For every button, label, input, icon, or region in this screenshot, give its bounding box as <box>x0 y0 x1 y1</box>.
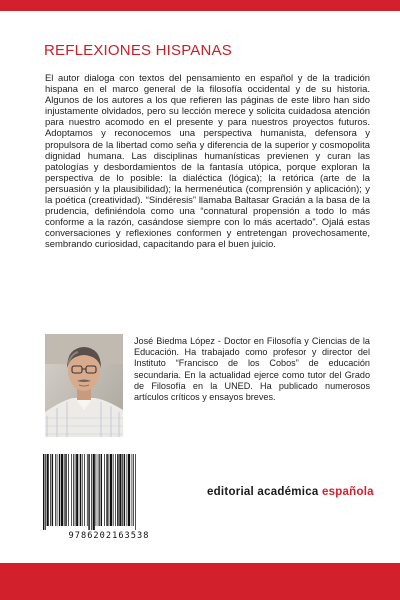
barcode-bar <box>80 454 81 526</box>
barcode-bar <box>88 454 89 530</box>
barcode-bar <box>71 454 72 526</box>
bottom-red-band <box>0 563 400 600</box>
barcode-bar <box>127 454 128 526</box>
publisher-name <box>207 486 374 498</box>
barcode-bar <box>124 454 125 526</box>
barcode-bar <box>110 454 112 526</box>
top-red-band <box>0 0 400 11</box>
barcode-bar <box>64 454 65 526</box>
barcode-bar <box>93 454 95 530</box>
barcode-bar <box>101 454 102 526</box>
barcode-bar <box>75 454 76 526</box>
barcode-bar <box>47 454 49 526</box>
barcode-bar <box>87 454 88 526</box>
barcode-bar <box>57 454 58 526</box>
barcode-bar <box>122 454 123 526</box>
barcode-bar <box>128 454 130 526</box>
book-description: El autor dialoga con textos del pensamiento en español y de la tradición hispana en el marco general de la filosofía occidental y de su historia. Algunos de los autores a los que refieren las páginas de este libro han sido injustamente olvidados, pero su lección merece y solicita cuidadosa atención para nuestro acomodo en el presente y para nuestros proyectos futuros. Adoptamos y reconocemos una perspectiva humanista, defensora y propulsora de la libertad como seña y diferencia de la superior y cosmopolita dignidad humana. Las disciplinas humanísticas previenen y curan las patologías y desbordamientos de la fantasía utópica, porque exploran la perspectiva de lo posible: la dialéctica (lógica); la retórica (arte de la persuasión y la plausibilidad); la hermenéutica (comprensión y aplicación); y la poética (creatividad). “Sindéresis” llamaba Baltasar Gracián a la basa de la prudencia, definiéndola como una “connatural propensión a todo lo más conforme a la razón, casándose siempre con lo más acertado”. Ojalá estas conversaciones y reflexiones conformen y entretengan provechosamente, sembrando curiosidad, capacitando para el buen juicio. <box>45 73 370 251</box>
isbn-number: 9786202163538 <box>68 531 150 541</box>
barcode-bar <box>98 454 99 526</box>
barcode-bar <box>135 454 136 530</box>
barcode-bar <box>65 454 66 526</box>
barcode-bar <box>113 454 114 526</box>
author-biography: José Biedma López - Doctor en Filosofía y Ciencias de la Educación. Ha trabajado como profesor y director del Instituto “Francisco de los Cobos” de educación secundaria. En la actualidad ejerce como tutor del Grado de Filosofía en la UNED. Ha publicado numerosos artículos críticos y ensayos breves. <box>134 336 370 403</box>
barcode-bar <box>117 454 118 526</box>
barcode-bar <box>68 454 69 526</box>
barcode-bar <box>106 454 107 526</box>
barcode-bar <box>43 454 44 530</box>
barcode-bars <box>43 454 136 530</box>
barcode-bar <box>96 454 97 526</box>
barcode-bar <box>84 454 85 526</box>
publisher-name-accent: española <box>321 486 374 498</box>
barcode-bar <box>104 454 105 526</box>
barcode-bar <box>82 454 83 526</box>
barcode-bar <box>45 454 46 530</box>
author-photo <box>45 334 123 437</box>
barcode-bar <box>50 454 51 526</box>
barcode-bar <box>73 454 74 526</box>
barcode-bar <box>133 454 134 526</box>
barcode-bar <box>132 454 133 526</box>
barcode-bar <box>61 454 63 526</box>
barcode-bar <box>91 454 92 530</box>
barcode-bar <box>99 454 100 526</box>
barcode-bar <box>76 454 78 526</box>
publisher-name-main: editorial académica <box>207 486 319 498</box>
barcode-bar <box>119 454 121 526</box>
barcode-bar <box>59 454 60 526</box>
barcode-bar <box>109 454 110 526</box>
barcode-bar <box>52 454 53 526</box>
book-title: REFLEXIONES HISPANAS <box>44 42 232 59</box>
barcode-bar <box>55 454 56 526</box>
barcode-bar <box>115 454 116 526</box>
isbn-barcode <box>41 452 177 542</box>
